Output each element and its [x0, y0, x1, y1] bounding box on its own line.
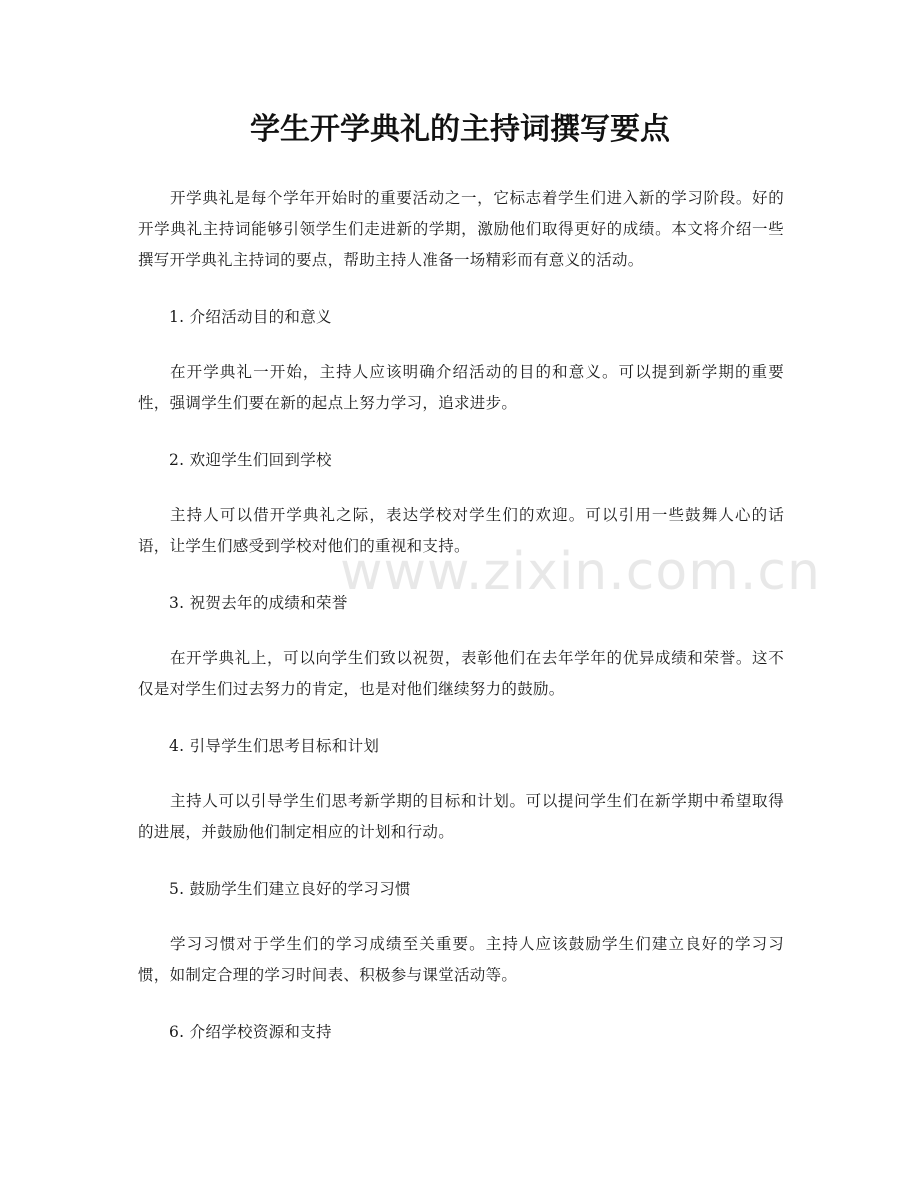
section-paragraph-4: 主持人可以引导学生们思考新学期的目标和计划。可以提问学生们在新学期中希望取得的进展，并鼓励他们制定相应的计划和行动。 — [138, 792, 784, 841]
document-title: 学生开学典礼的主持词撰写要点 — [250, 112, 670, 147]
section-heading-2: 2. 欢迎学生们回到学校 — [169, 451, 332, 469]
section-paragraph-3: 在开学典礼上，可以向学生们致以祝贺，表彰他们在去年学年的优异成绩和荣誉。这不仅是对学生们过去努力的肯定，也是对他们继续努力的鼓励。 — [138, 649, 784, 698]
section-paragraph-1: 在开学典礼一开始，主持人应该明确介绍活动的目的和意义。可以提到新学期的重要性，强调学生们要在新的起点上努力学习，追求进步。 — [138, 363, 784, 412]
section-paragraph-2: 主持人可以借开学典礼之际，表达学校对学生们的欢迎。可以引用一些鼓舞人心的话语，让学生们感受到学校对他们的重视和支持。 — [138, 506, 784, 555]
section-heading-6: 6. 介绍学校资源和支持 — [169, 1023, 332, 1041]
intro-paragraph: 开学典礼是每个学年开始时的重要活动之一，它标志着学生们进入新的学习阶段。好的开学典礼主持词能够引领学生们走进新的学期，激励他们取得更好的成绩。本文将介绍一些撰写开学典礼主持词的要点，帮助主持人准备一场精彩而有意义的活动。 — [138, 189, 784, 269]
section-heading-4: 4. 引导学生们思考目标和计划 — [169, 737, 380, 755]
section-paragraph-5: 学习习惯对于学生们的学习成绩至关重要。主持人应该鼓励学生们建立良好的学习习惯，如制定合理的学习时间表、积极参与课堂活动等。 — [138, 935, 784, 984]
section-heading-3: 3. 祝贺去年的成绩和荣誉 — [169, 594, 348, 612]
watermark-text: www.zixin.com.cn — [340, 542, 821, 602]
section-heading-5: 5. 鼓励学生们建立良好的学习习惯 — [169, 880, 411, 898]
section-heading-1: 1. 介绍活动目的和意义 — [169, 308, 332, 326]
document-body — [138, 183, 784, 1048]
